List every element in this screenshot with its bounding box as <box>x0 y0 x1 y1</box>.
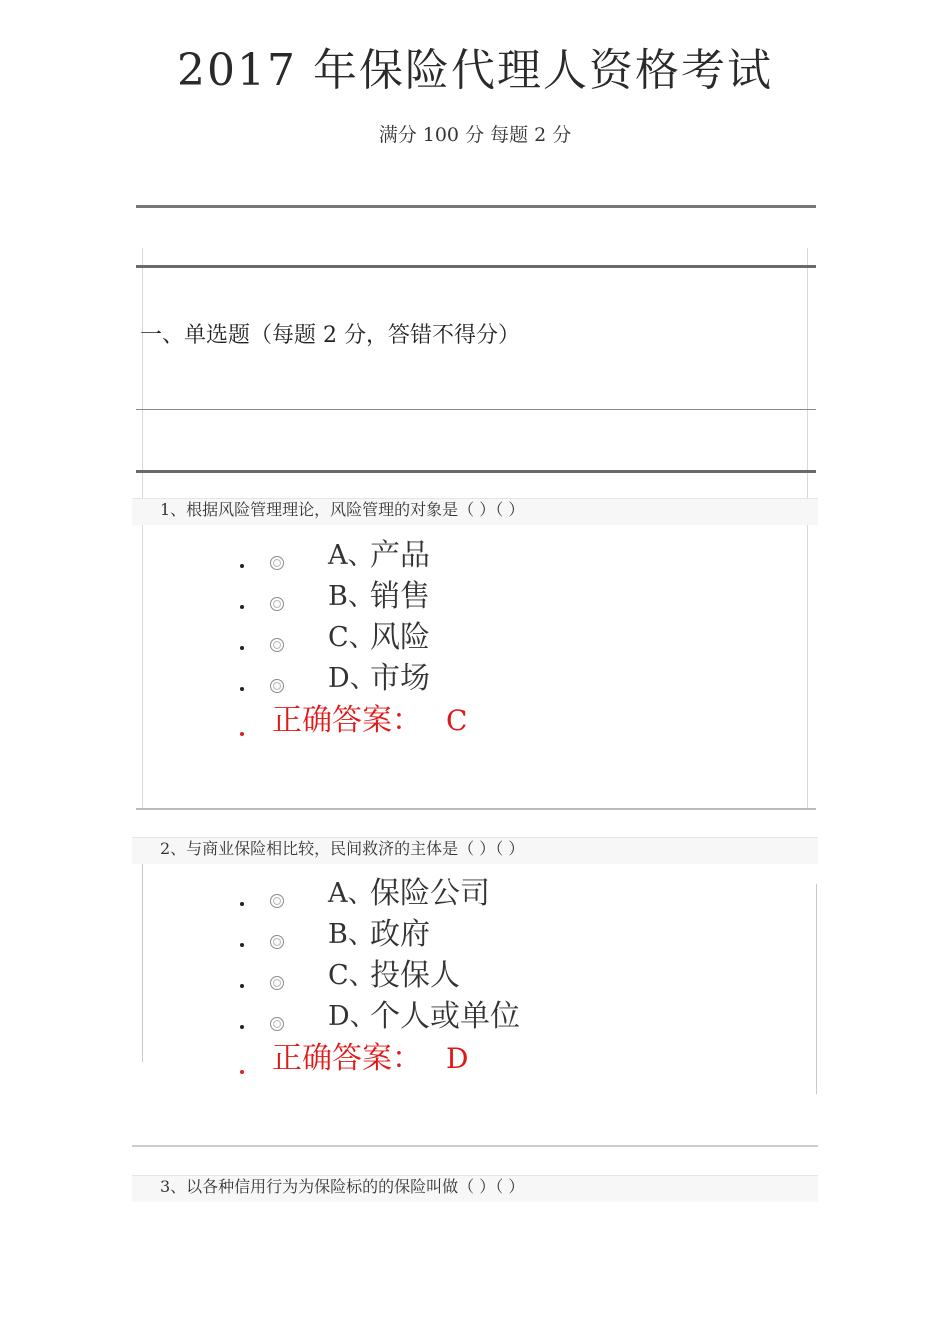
question-2-option-c[interactable] <box>238 958 798 998</box>
bullet-icon <box>240 984 244 988</box>
option-letter: A、 <box>328 540 375 571</box>
option-letter: B、 <box>328 919 375 950</box>
question-2-option-d[interactable] <box>238 999 798 1039</box>
question-2-answer <box>238 1040 798 1082</box>
question-3-stem: 3、以各种信用行为为保险标的的保险叫做（ ）（ ） <box>160 1177 525 1196</box>
question-1-stem: 1、根据风险管理理论，风险管理的对象是（ ）（ ） <box>160 500 525 519</box>
radio-button-icon[interactable] <box>270 679 284 693</box>
option-text: 市场 <box>370 661 430 696</box>
option-text: 销售 <box>370 579 430 614</box>
frame-line-left <box>142 862 143 1062</box>
radio-button-icon[interactable] <box>270 894 284 908</box>
bullet-icon <box>240 605 244 609</box>
bullet-icon <box>240 943 244 947</box>
option-text: 风险 <box>370 620 430 655</box>
option-letter: C、 <box>328 622 376 653</box>
answer-label: 正确答案： <box>272 1041 422 1076</box>
section-heading: 一、单选题（每题 2 分，答错不得分） <box>140 323 520 348</box>
radio-button-icon[interactable] <box>270 1017 284 1031</box>
option-letter: A、 <box>328 878 375 909</box>
radio-button-icon[interactable] <box>270 638 284 652</box>
option-text: 个人或单位 <box>370 999 520 1034</box>
answer-value: D <box>446 1042 469 1075</box>
option-text: 投保人 <box>370 958 460 993</box>
radio-button-icon[interactable] <box>270 597 284 611</box>
radio-button-icon[interactable] <box>270 976 284 990</box>
question-1-option-d[interactable] <box>238 661 798 701</box>
question-1-option-c[interactable] <box>238 620 798 660</box>
question-1-option-b[interactable] <box>238 579 798 619</box>
question-2-option-b[interactable] <box>238 917 798 957</box>
bullet-icon <box>240 646 244 650</box>
option-text: 政府 <box>370 917 430 952</box>
bullet-icon <box>240 1025 244 1029</box>
divider-section-bottom <box>136 470 816 473</box>
radio-button-icon[interactable] <box>270 556 284 570</box>
option-text: 保险公司 <box>370 876 490 911</box>
bullet-icon <box>240 564 244 568</box>
divider-section-mid <box>136 409 816 410</box>
document-title: 2017 年保险代理人资格考试 <box>177 45 773 96</box>
bullet-icon <box>240 1070 244 1074</box>
bullet-icon <box>240 732 244 736</box>
answer-value: C <box>446 704 468 737</box>
radio-button-icon[interactable] <box>270 935 284 949</box>
divider-q2-bottom <box>132 1145 818 1147</box>
option-letter: C、 <box>328 960 376 991</box>
divider-section-top <box>136 265 816 268</box>
question-1-answer <box>238 702 798 744</box>
document-subtitle: 满分 100 分 每题 2 分 <box>378 124 572 146</box>
question-1-option-a[interactable] <box>238 538 798 578</box>
answer-label: 正确答案： <box>272 703 422 738</box>
frame-line-right <box>816 884 817 1094</box>
question-2-stem: 2、与商业保险相比较，民间救济的主体是（ ）（ ） <box>160 839 525 858</box>
option-letter: D、 <box>328 663 377 694</box>
divider-top <box>136 205 816 208</box>
option-text: 产品 <box>370 538 430 573</box>
option-letter: B、 <box>328 581 375 612</box>
divider-q1-bottom <box>136 808 816 810</box>
bullet-icon <box>240 687 244 691</box>
question-2-option-a[interactable] <box>238 876 798 916</box>
option-letter: D、 <box>328 1001 377 1032</box>
bullet-icon <box>240 902 244 906</box>
